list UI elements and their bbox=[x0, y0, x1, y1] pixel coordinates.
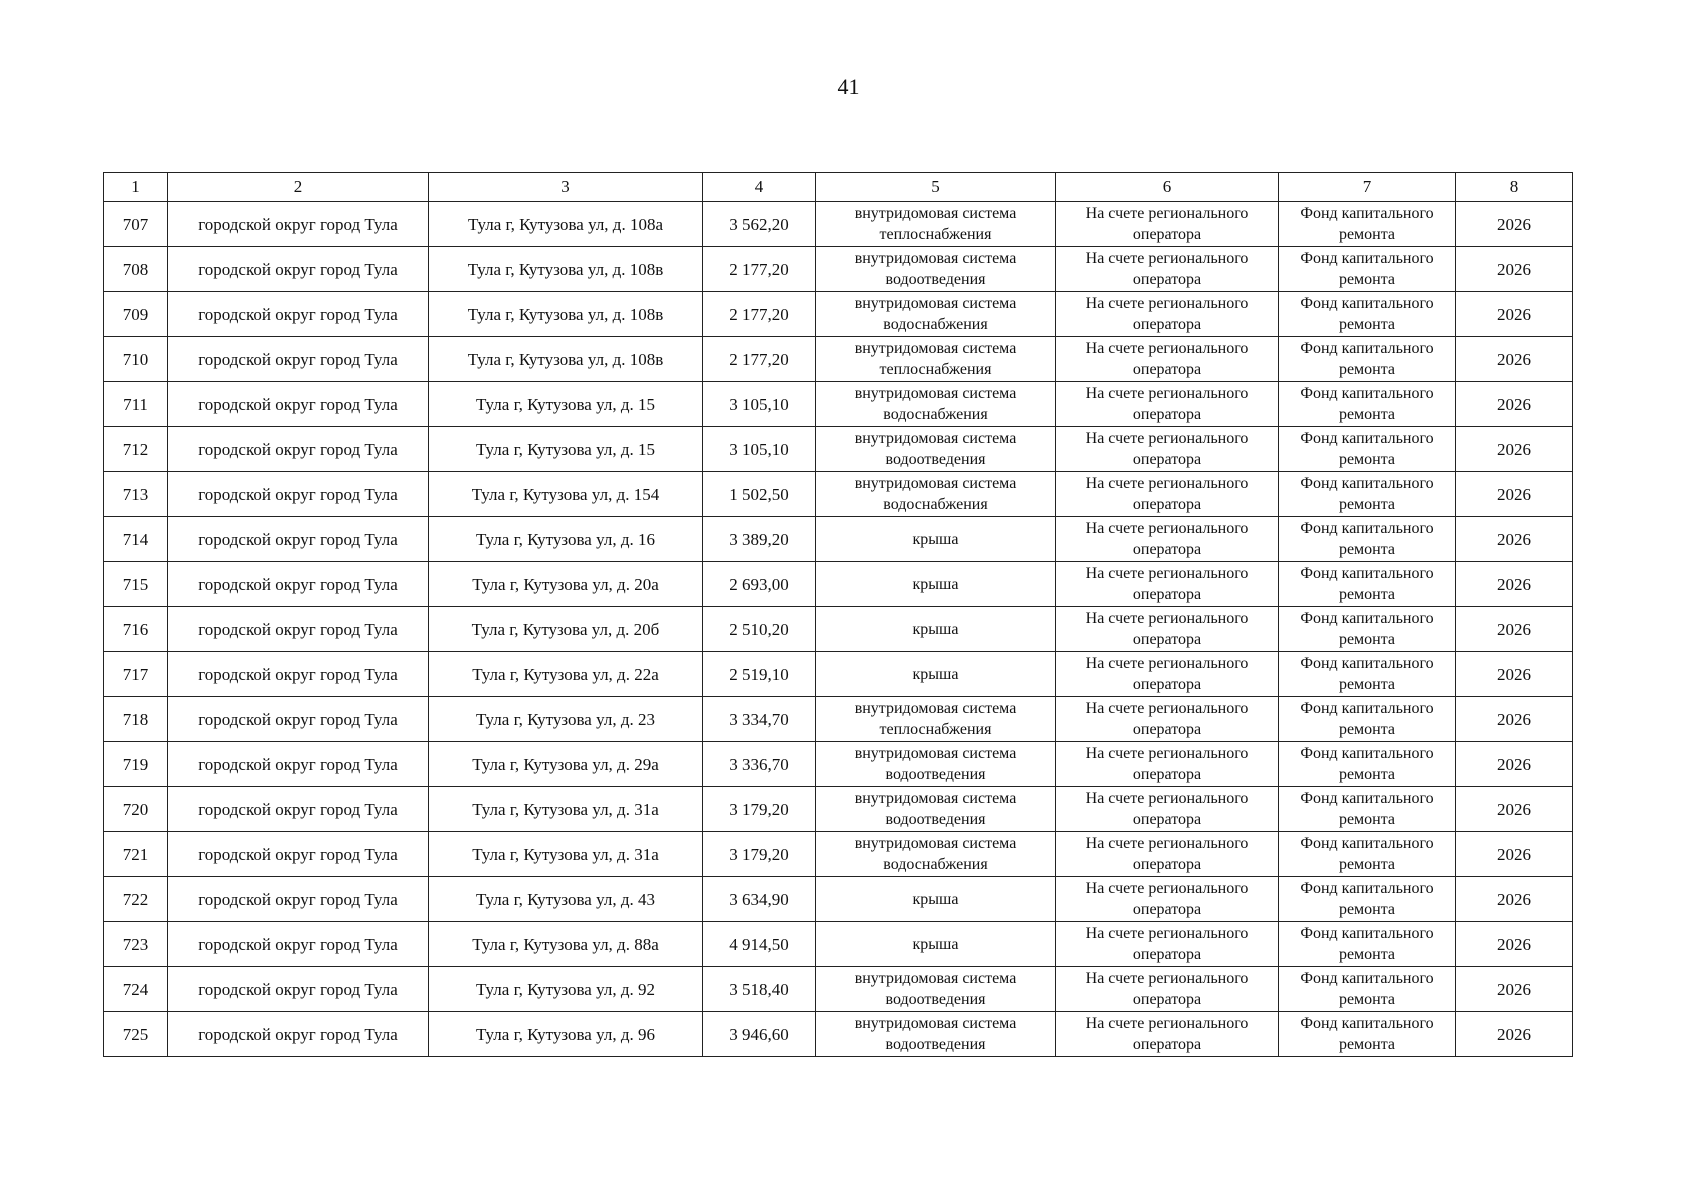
funding-source-cell: Фонд капитального ремонта bbox=[1279, 697, 1456, 742]
repair-type-cell: крыша bbox=[816, 607, 1056, 652]
year-cell: 2026 bbox=[1456, 607, 1573, 652]
municipality-cell: городской округ город Тула bbox=[168, 247, 429, 292]
fund-account-cell: На счете регионального оператора bbox=[1056, 607, 1279, 652]
repair-type-cell: внутридомовая система водоотведения bbox=[816, 427, 1056, 472]
address-cell: Тула г, Кутузова ул, д. 20а bbox=[429, 562, 703, 607]
address-cell: Тула г, Кутузова ул, д. 22а bbox=[429, 652, 703, 697]
municipality-cell: городской округ город Тула bbox=[168, 562, 429, 607]
area-value-cell: 2 177,20 bbox=[703, 247, 816, 292]
year-cell: 2026 bbox=[1456, 1012, 1573, 1057]
table-row bbox=[104, 742, 1573, 787]
municipality-cell: городской округ город Тула bbox=[168, 922, 429, 967]
fund-account-cell: На счете регионального оператора bbox=[1056, 427, 1279, 472]
year-cell: 2026 bbox=[1456, 562, 1573, 607]
repair-type-cell: внутридомовая система водоотведения bbox=[816, 967, 1056, 1012]
row-number: 711 bbox=[104, 382, 168, 427]
year-cell: 2026 bbox=[1456, 697, 1573, 742]
address-cell: Тула г, Кутузова ул, д. 15 bbox=[429, 427, 703, 472]
address-cell: Тула г, Кутузова ул, д. 29а bbox=[429, 742, 703, 787]
municipality-cell: городской округ город Тула bbox=[168, 607, 429, 652]
column-header-5: 5 bbox=[816, 173, 1056, 202]
column-header-1: 1 bbox=[104, 173, 168, 202]
row-number: 725 bbox=[104, 1012, 168, 1057]
address-cell: Тула г, Кутузова ул, д. 108в bbox=[429, 247, 703, 292]
funding-source-cell: Фонд капитального ремонта bbox=[1279, 517, 1456, 562]
row-number: 721 bbox=[104, 832, 168, 877]
fund-account-cell: На счете регионального оператора bbox=[1056, 877, 1279, 922]
table-row bbox=[104, 877, 1573, 922]
address-cell: Тула г, Кутузова ул, д. 108в bbox=[429, 337, 703, 382]
area-value-cell: 2 177,20 bbox=[703, 292, 816, 337]
table-row bbox=[104, 607, 1573, 652]
table-row bbox=[104, 697, 1573, 742]
row-number: 708 bbox=[104, 247, 168, 292]
municipality-cell: городской округ город Тула bbox=[168, 202, 429, 247]
row-number: 717 bbox=[104, 652, 168, 697]
municipality-cell: городской округ город Тула bbox=[168, 517, 429, 562]
area-value-cell: 3 389,20 bbox=[703, 517, 816, 562]
funding-source-cell: Фонд капитального ремонта bbox=[1279, 562, 1456, 607]
area-value-cell: 2 177,20 bbox=[703, 337, 816, 382]
address-cell: Тула г, Кутузова ул, д. 108а bbox=[429, 202, 703, 247]
address-cell: Тула г, Кутузова ул, д. 88а bbox=[429, 922, 703, 967]
fund-account-cell: На счете регионального оператора bbox=[1056, 562, 1279, 607]
funding-source-cell: Фонд капитального ремонта bbox=[1279, 922, 1456, 967]
area-value-cell: 3 179,20 bbox=[703, 787, 816, 832]
area-value-cell: 1 502,50 bbox=[703, 472, 816, 517]
repair-type-cell: внутридомовая система водоотведения bbox=[816, 1012, 1056, 1057]
municipality-cell: городской округ город Тула bbox=[168, 877, 429, 922]
row-number: 713 bbox=[104, 472, 168, 517]
municipality-cell: городской округ город Тула bbox=[168, 832, 429, 877]
area-value-cell: 3 336,70 bbox=[703, 742, 816, 787]
address-cell: Тула г, Кутузова ул, д. 31а bbox=[429, 787, 703, 832]
funding-source-cell: Фонд капитального ремонта bbox=[1279, 967, 1456, 1012]
table-row bbox=[104, 1012, 1573, 1057]
funding-source-cell: Фонд капитального ремонта bbox=[1279, 472, 1456, 517]
fund-account-cell: На счете регионального оператора bbox=[1056, 472, 1279, 517]
row-number: 712 bbox=[104, 427, 168, 472]
municipality-cell: городской округ город Тула bbox=[168, 697, 429, 742]
year-cell: 2026 bbox=[1456, 787, 1573, 832]
funding-source-cell: Фонд капитального ремонта bbox=[1279, 337, 1456, 382]
funding-source-cell: Фонд капитального ремонта bbox=[1279, 202, 1456, 247]
area-value-cell: 3 946,60 bbox=[703, 1012, 816, 1057]
funding-source-cell: Фонд капитального ремонта bbox=[1279, 607, 1456, 652]
column-header-3: 3 bbox=[429, 173, 703, 202]
row-number: 716 bbox=[104, 607, 168, 652]
year-cell: 2026 bbox=[1456, 337, 1573, 382]
fund-account-cell: На счете регионального оператора bbox=[1056, 337, 1279, 382]
address-cell: Тула г, Кутузова ул, д. 43 bbox=[429, 877, 703, 922]
repair-type-cell: внутридомовая система теплоснабжения bbox=[816, 202, 1056, 247]
row-number: 719 bbox=[104, 742, 168, 787]
funding-source-cell: Фонд капитального ремонта bbox=[1279, 742, 1456, 787]
funding-source-cell: Фонд капитального ремонта bbox=[1279, 292, 1456, 337]
funding-source-cell: Фонд капитального ремонта bbox=[1279, 787, 1456, 832]
row-number: 723 bbox=[104, 922, 168, 967]
address-cell: Тула г, Кутузова ул, д. 31а bbox=[429, 832, 703, 877]
address-cell: Тула г, Кутузова ул, д. 15 bbox=[429, 382, 703, 427]
address-cell: Тула г, Кутузова ул, д. 92 bbox=[429, 967, 703, 1012]
row-number: 714 bbox=[104, 517, 168, 562]
year-cell: 2026 bbox=[1456, 427, 1573, 472]
municipality-cell: городской округ город Тула bbox=[168, 427, 429, 472]
municipality-cell: городской округ город Тула bbox=[168, 472, 429, 517]
address-cell: Тула г, Кутузова ул, д. 108в bbox=[429, 292, 703, 337]
area-value-cell: 2 693,00 bbox=[703, 562, 816, 607]
repair-type-cell: внутридомовая система водоотведения bbox=[816, 247, 1056, 292]
funding-source-cell: Фонд капитального ремонта bbox=[1279, 382, 1456, 427]
area-value-cell: 3 634,90 bbox=[703, 877, 816, 922]
funding-source-cell: Фонд капитального ремонта bbox=[1279, 877, 1456, 922]
municipality-cell: городской округ город Тула bbox=[168, 967, 429, 1012]
area-value-cell: 3 562,20 bbox=[703, 202, 816, 247]
year-cell: 2026 bbox=[1456, 922, 1573, 967]
repair-type-cell: крыша bbox=[816, 922, 1056, 967]
repair-type-cell: внутридомовая система водоснабжения bbox=[816, 382, 1056, 427]
column-header-7: 7 bbox=[1279, 173, 1456, 202]
repair-type-cell: внутридомовая система водоснабжения bbox=[816, 292, 1056, 337]
row-number: 715 bbox=[104, 562, 168, 607]
area-value-cell: 3 105,10 bbox=[703, 427, 816, 472]
funding-source-cell: Фонд капитального ремонта bbox=[1279, 427, 1456, 472]
capital-repair-table bbox=[103, 172, 1573, 1057]
year-cell: 2026 bbox=[1456, 202, 1573, 247]
area-value-cell: 3 179,20 bbox=[703, 832, 816, 877]
column-header-8: 8 bbox=[1456, 173, 1573, 202]
table-row bbox=[104, 337, 1573, 382]
header-row bbox=[104, 173, 1573, 202]
fund-account-cell: На счете регионального оператора bbox=[1056, 247, 1279, 292]
row-number: 710 bbox=[104, 337, 168, 382]
municipality-cell: городской округ город Тула bbox=[168, 652, 429, 697]
repair-type-cell: внутридомовая система теплоснабжения bbox=[816, 697, 1056, 742]
repair-type-cell: внутридомовая система водоотведения bbox=[816, 787, 1056, 832]
repair-type-cell: внутридомовая система теплоснабжения bbox=[816, 337, 1056, 382]
year-cell: 2026 bbox=[1456, 742, 1573, 787]
row-number: 720 bbox=[104, 787, 168, 832]
year-cell: 2026 bbox=[1456, 652, 1573, 697]
table-row bbox=[104, 382, 1573, 427]
area-value-cell: 3 105,10 bbox=[703, 382, 816, 427]
repair-type-cell: крыша bbox=[816, 877, 1056, 922]
table-row bbox=[104, 787, 1573, 832]
area-value-cell: 2 519,10 bbox=[703, 652, 816, 697]
address-cell: Тула г, Кутузова ул, д. 16 bbox=[429, 517, 703, 562]
fund-account-cell: На счете регионального оператора bbox=[1056, 202, 1279, 247]
year-cell: 2026 bbox=[1456, 472, 1573, 517]
year-cell: 2026 bbox=[1456, 292, 1573, 337]
fund-account-cell: На счете регионального оператора bbox=[1056, 922, 1279, 967]
table-row bbox=[104, 922, 1573, 967]
repair-type-cell: внутридомовая система водоотведения bbox=[816, 742, 1056, 787]
municipality-cell: городской округ город Тула bbox=[168, 1012, 429, 1057]
table-row bbox=[104, 832, 1573, 877]
municipality-cell: городской округ город Тула bbox=[168, 337, 429, 382]
row-number: 722 bbox=[104, 877, 168, 922]
table-row bbox=[104, 202, 1573, 247]
table-row bbox=[104, 472, 1573, 517]
area-value-cell: 2 510,20 bbox=[703, 607, 816, 652]
fund-account-cell: На счете регионального оператора bbox=[1056, 382, 1279, 427]
fund-account-cell: На счете регионального оператора bbox=[1056, 832, 1279, 877]
area-value-cell: 4 914,50 bbox=[703, 922, 816, 967]
funding-source-cell: Фонд капитального ремонта bbox=[1279, 1012, 1456, 1057]
year-cell: 2026 bbox=[1456, 967, 1573, 1012]
repair-type-cell: крыша bbox=[816, 562, 1056, 607]
address-cell: Тула г, Кутузова ул, д. 20б bbox=[429, 607, 703, 652]
row-number: 707 bbox=[104, 202, 168, 247]
fund-account-cell: На счете регионального оператора bbox=[1056, 1012, 1279, 1057]
year-cell: 2026 bbox=[1456, 517, 1573, 562]
table-row bbox=[104, 652, 1573, 697]
area-value-cell: 3 518,40 bbox=[703, 967, 816, 1012]
funding-source-cell: Фонд капитального ремонта bbox=[1279, 832, 1456, 877]
repair-type-cell: внутридомовая система водоснабжения bbox=[816, 472, 1056, 517]
table-row bbox=[104, 967, 1573, 1012]
table-row bbox=[104, 517, 1573, 562]
funding-source-cell: Фонд капитального ремонта bbox=[1279, 247, 1456, 292]
table-row bbox=[104, 292, 1573, 337]
repair-type-cell: крыша bbox=[816, 517, 1056, 562]
repair-type-cell: внутридомовая система водоснабжения bbox=[816, 832, 1056, 877]
municipality-cell: городской округ город Тула bbox=[168, 382, 429, 427]
municipality-cell: городской округ город Тула bbox=[168, 787, 429, 832]
repair-type-cell: крыша bbox=[816, 652, 1056, 697]
row-number: 709 bbox=[104, 292, 168, 337]
column-header-6: 6 bbox=[1056, 173, 1279, 202]
municipality-cell: городской округ город Тула bbox=[168, 292, 429, 337]
fund-account-cell: На счете регионального оператора bbox=[1056, 787, 1279, 832]
funding-source-cell: Фонд капитального ремонта bbox=[1279, 652, 1456, 697]
year-cell: 2026 bbox=[1456, 382, 1573, 427]
fund-account-cell: На счете регионального оператора bbox=[1056, 967, 1279, 1012]
address-cell: Тула г, Кутузова ул, д. 154 bbox=[429, 472, 703, 517]
table-row bbox=[104, 562, 1573, 607]
year-cell: 2026 bbox=[1456, 832, 1573, 877]
fund-account-cell: На счете регионального оператора bbox=[1056, 697, 1279, 742]
fund-account-cell: На счете регионального оператора bbox=[1056, 742, 1279, 787]
column-header-4: 4 bbox=[703, 173, 816, 202]
column-header-2: 2 bbox=[168, 173, 429, 202]
fund-account-cell: На счете регионального оператора bbox=[1056, 292, 1279, 337]
municipality-cell: городской округ город Тула bbox=[168, 742, 429, 787]
row-number: 718 bbox=[104, 697, 168, 742]
area-value-cell: 3 334,70 bbox=[703, 697, 816, 742]
table-row bbox=[104, 427, 1573, 472]
year-cell: 2026 bbox=[1456, 247, 1573, 292]
row-number: 724 bbox=[104, 967, 168, 1012]
page-number: 41 bbox=[837, 74, 860, 99]
year-cell: 2026 bbox=[1456, 877, 1573, 922]
address-cell: Тула г, Кутузова ул, д. 96 bbox=[429, 1012, 703, 1057]
table-row bbox=[104, 247, 1573, 292]
fund-account-cell: На счете регионального оператора bbox=[1056, 652, 1279, 697]
fund-account-cell: На счете регионального оператора bbox=[1056, 517, 1279, 562]
address-cell: Тула г, Кутузова ул, д. 23 bbox=[429, 697, 703, 742]
